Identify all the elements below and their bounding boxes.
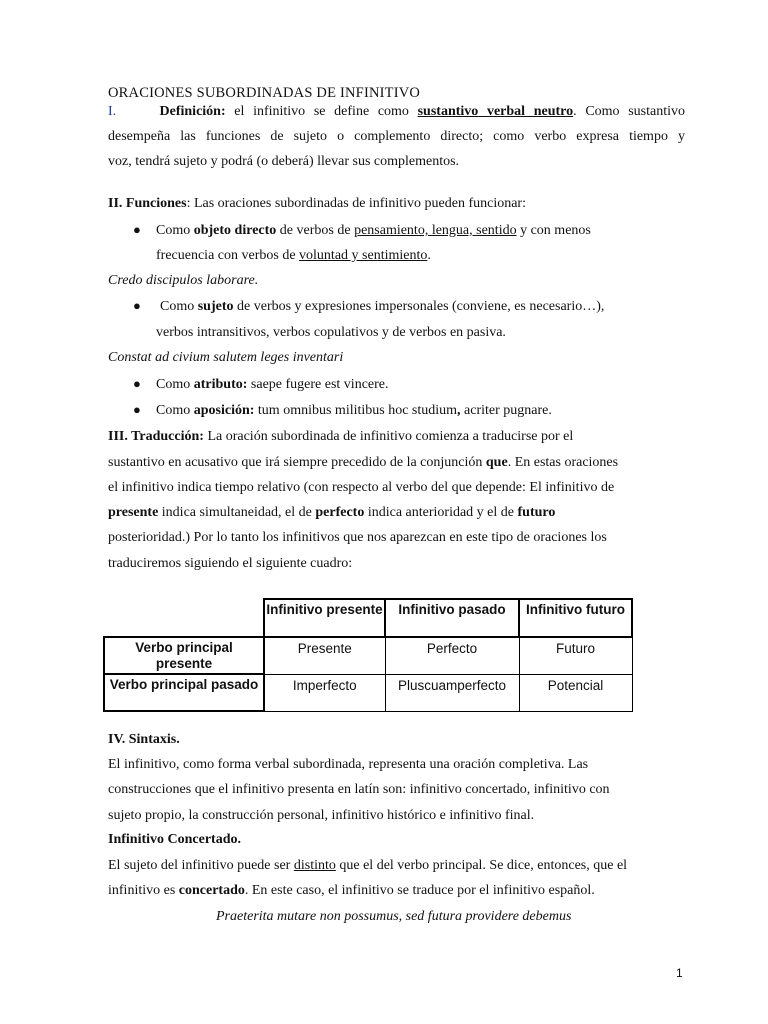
text-run: . (427, 248, 431, 263)
table-cell: Perfecto (385, 637, 519, 674)
example-1 (108, 272, 258, 290)
document-title: ORACIONES SUBORDINADAS DE INFINITIVO (108, 85, 421, 101)
col-header-infinitivo-presente: Infinitivo presente (264, 599, 385, 637)
table-cell: Potencial (519, 674, 632, 711)
term: objeto directo (193, 223, 277, 238)
text-run: de verbos de (279, 223, 351, 238)
term: perfecto (315, 505, 365, 520)
text-run: indica simultaneidad, el de (161, 505, 312, 520)
sintaxis-line-1: El infinitivo, como forma verbal subordinada, representa una oración completiva. Las (108, 757, 589, 772)
sintaxis-line-3: sujeto propio, la construcción personal, infinitivo histórico e infinitivo final. (108, 808, 535, 823)
term: presente (108, 505, 159, 520)
definition-label: Definición: (159, 104, 226, 119)
text-run: Como (156, 403, 191, 418)
bullet-icon: ● (133, 402, 141, 417)
text-run: La oración subordinada de infinitivo comienza a traducirse por el (207, 429, 574, 444)
bullet-sujeto-cont: verbos intransitivos, verbos copulativos y de verbos en pasiva. (156, 325, 506, 340)
table-cell: Futuro (519, 637, 632, 674)
text-run: : Las oraciones subordinadas de infinitivo pueden funcionar: (186, 196, 526, 211)
term: sujeto (197, 299, 234, 314)
traduccion-label: III. Traducción: (108, 429, 204, 444)
text-run: infinitivo es (108, 883, 176, 898)
term: atributo: (193, 377, 248, 392)
translation-table (103, 598, 633, 712)
term: voluntad y sentimiento (299, 248, 428, 263)
text-run: Como (156, 223, 191, 238)
table-cell: Imperfecto (264, 674, 385, 711)
text-run: el infinitivo se define como (234, 104, 409, 119)
sintaxis-heading: IV. Sintaxis. (108, 732, 180, 747)
bullet-atributo (156, 376, 389, 394)
traduccion-line-3: el infinitivo indica tiempo relativo (con respecto al verbo del que depende: El infinitivo de (108, 480, 615, 495)
traduccion-line-4 (108, 504, 555, 522)
table-header-row (104, 599, 632, 637)
section-number: I. (108, 104, 117, 119)
bullet-icon: ● (133, 222, 141, 237)
bullet-objeto-directo-cont (156, 247, 431, 265)
table-cell: Pluscuamperfecto (385, 674, 519, 711)
text-run: Credo discipulos laborare (108, 273, 255, 288)
row-header-verbo-pasado: Verbo principal pasado (104, 674, 264, 711)
text-run: El sujeto del infinitivo puede ser (108, 858, 291, 873)
term: pensamiento, lengua, sentido (354, 223, 517, 238)
term: futuro (517, 505, 556, 520)
text-run: acriter pugnare. (464, 403, 552, 418)
term: aposición: (193, 403, 255, 418)
page-number: 1 (676, 966, 683, 980)
term: que (485, 455, 508, 470)
table-row (104, 637, 632, 674)
definition-line-2: desempeña las funciones de sujeto o complemento directo; como verbo expresa tiempo y (108, 129, 685, 144)
traduccion-line-5: posterioridad.) Por lo tanto los infinitivos que nos aparezcan en este tipo de oraciones los (108, 530, 607, 545)
text-run: sustantivo en acusativo que irá siempre precedido de la conjunción (108, 455, 483, 470)
infinitivo-concertado-heading: Infinitivo Concertado. (108, 832, 241, 847)
latin-example-quote: Praeterita mutare non possumus, sed futura providere debemus (216, 909, 572, 924)
traduccion-line-6: traduciremos siguiendo el siguiente cuadro: (108, 556, 353, 571)
traduccion-line-2 (108, 454, 618, 472)
funciones-intro (108, 195, 526, 213)
bullet-aposicion (156, 402, 552, 420)
text-run: frecuencia con verbos de (156, 248, 296, 263)
funciones-label: II. Funciones (108, 196, 187, 211)
text-run: de verbos y expresiones impersonales (conviene, es necesario…), (237, 299, 605, 314)
table-row (104, 674, 632, 711)
text-run: y con menos (520, 223, 591, 238)
col-header-infinitivo-pasado: Infinitivo pasado (385, 599, 519, 637)
col-header-infinitivo-futuro: Infinitivo futuro (519, 599, 632, 637)
text-run: . (254, 273, 259, 288)
text-run: tum omnibus militibus hoc studium (257, 403, 458, 418)
example-2: Constat ad civium salutem leges inventari (108, 350, 344, 365)
traduccion-line-1 (108, 428, 573, 446)
concertado-line-1 (108, 857, 627, 875)
bullet-objeto-directo (156, 222, 591, 240)
text-run: Como (160, 299, 195, 314)
table-cell: Presente (264, 637, 385, 674)
term: concertado (178, 883, 245, 898)
text-run: que el del verbo principal. Se dice, entonces, que el (339, 858, 628, 873)
text-run: . Como sustantivo (573, 104, 686, 119)
bullet-sujeto (160, 298, 604, 316)
table-corner-cell (104, 599, 264, 637)
text-run: , (457, 403, 461, 418)
definition-line-1 (108, 103, 685, 121)
bullet-icon: ● (133, 376, 141, 391)
text-run: . En estas oraciones (507, 455, 619, 470)
definition-line-3: voz, tendrá sujeto y podrá (o deberá) llevar sus complementos. (108, 154, 460, 169)
term: distinto (293, 858, 336, 873)
term-sustantivo-verbal: sustantivo verbal neutro (417, 104, 574, 119)
text-run: indica anterioridad y el de (367, 505, 514, 520)
bullet-icon: ● (133, 298, 141, 313)
concertado-line-2 (108, 882, 595, 900)
sintaxis-line-2: construcciones que el infinitivo presenta en latín son: infinitivo concertado, infinitivo con (108, 782, 610, 797)
text-run: saepe fugere est vincere. (250, 377, 389, 392)
row-header-verbo-presente: Verbo principal presente (104, 637, 264, 674)
text-run: . En este caso, el infinitivo se traduce por el infinitivo español. (244, 883, 595, 898)
text-run: Como (156, 377, 191, 392)
